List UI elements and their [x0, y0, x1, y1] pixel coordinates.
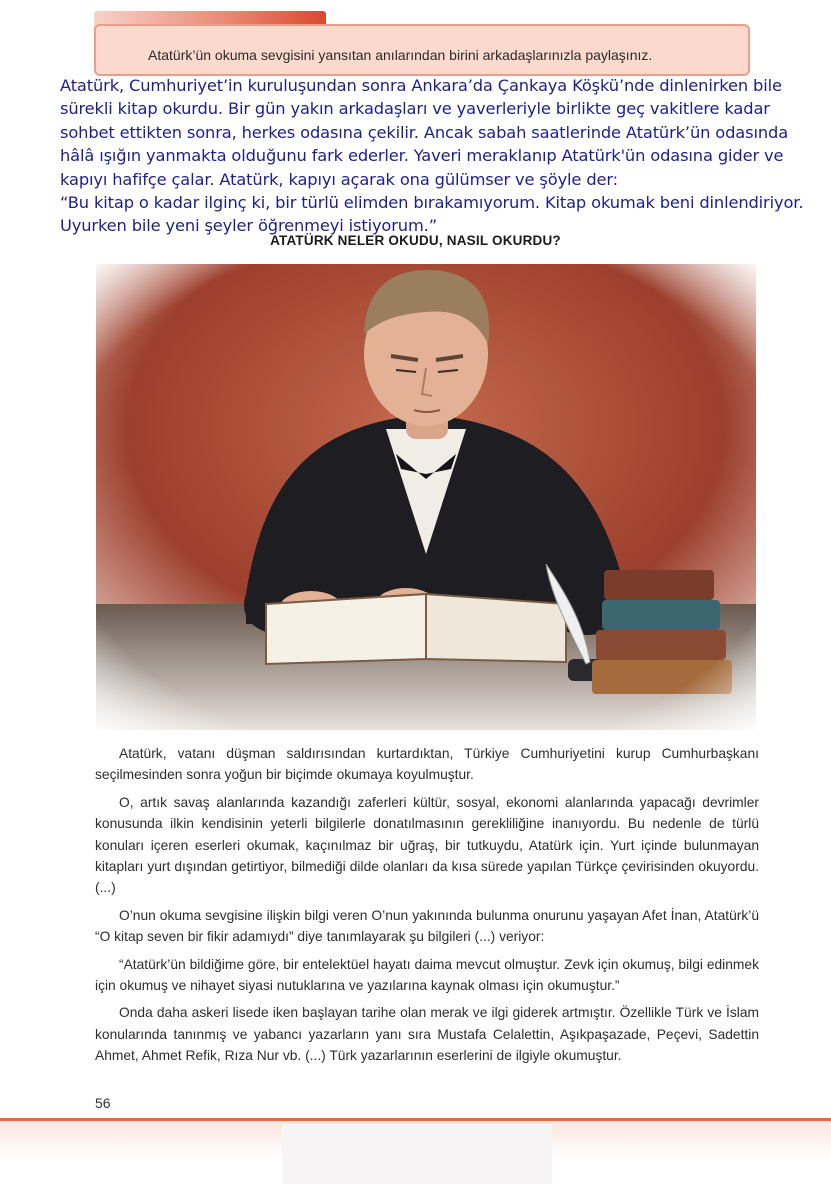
- activity-prompt: Atatürk’ün okuma sevgisini yansıtan anılarından birini arkadaşlarınızla paylaşınız.: [148, 47, 653, 63]
- body-paragraph: O’nun okuma sevgisine ilişkin bilgi veren O’nun yakınında bulunma onurunu yaşayan Afet İnan, Atatürk’ü “O kitap seven bir fikir adamıydı” diye tanımlayarak şu bilgileri (...) veriyor:: [95, 907, 759, 945]
- ataturk-reading-illustration: [96, 264, 756, 730]
- page-number: 56: [95, 1095, 111, 1111]
- portrait-reading-illustration-icon: [96, 264, 756, 730]
- anecdote-quote: “Bu kitap o kadar ilginç ki, bir türlü elimden bırakamıyorum. Kitap okumak beni dinlendiriyor. Uyurken bile yeni şeyler öğrenmeyi istiyorum.”: [60, 193, 804, 236]
- body-paragraph: Onda daha askeri lisede iken başlayan tarihe olan merak ve ilgi giderek artmıştır. Özellikle Türk ve İslam konularında tanınmış ve yabancı yazarların yanı sıra Mustafa Celalettin, Aşıkpaşazade, Peçevi, Sadettin Ahmet, Ahmet Refik, Rıza Nur vb. (...) Türk yazarlarının eserlerini de ilgiyle okumuştur.: [95, 1005, 759, 1064]
- anecdote-story: Atatürk, Cumhuriyet’in kuruluşundan sonra Ankara’da Çankaya Köşkü’nde dinlenirken bile sürekli kitap okurdu. Bir gün yakın arkadaşları ve yaverleriyle birlikte geç vakitlere kadar sohbet ettikten sonra, herkes odasına çekilir. Ancak sabah saatlerinde Atatürk’ün odasında hâlâ ışığın yanmakta olduğunu fark ederler. Yaveri meraklanıp Atatürk'ün odasına gider ve kapıyı hafifçe çalar. Atatürk, kapıyı açarak ona gülümser ve şöyle der:: [60, 76, 789, 189]
- footer-blank-area: [282, 1124, 552, 1184]
- section-title: ATATÜRK NELER OKUDU, NASIL OKURDU?: [270, 233, 561, 248]
- body-paragraph: O, artık savaş alanlarında kazandığı zaferleri kültür, sosyal, ekonomi alanlarında yapacağı devrimler konusunda ilkin kendisinin yeterli bilgilerle donatılmasının gerekliliğine inanıyordu. Bu nedenle de türlü konuları içeren eserleri okumak, kaçınılmaz bir uğraş, bir tutkuydu, Atatürk için. Yurt içinde bulunmayan kitapları yurt dışından getirtiyor, bilmediği dilde olanları da kısa sürede yapılan Türkçe çevirisinden okuyordu. (...): [95, 794, 759, 896]
- body-quote: “Atatürk’ün bildiğime göre, bir entelektüel hayatı daima mevcut olmuştur. Zevk için okumuş, bilgi edinmek için okumuş ve nihayet siyasi nutuklarına ve yazılarına kaynak olması için okumuştur.”: [95, 956, 759, 994]
- body-text: [95, 743, 759, 1073]
- anecdote-paragraph: [60, 74, 820, 238]
- body-paragraph: Atatürk, vatanı düşman saldırısından kurtardıktan, Türkiye Cumhuriyetini kurup Cumhurbaşkanı seçilmesinden sonra yoğun bir biçimde okumaya koyulmuştur.: [95, 746, 759, 783]
